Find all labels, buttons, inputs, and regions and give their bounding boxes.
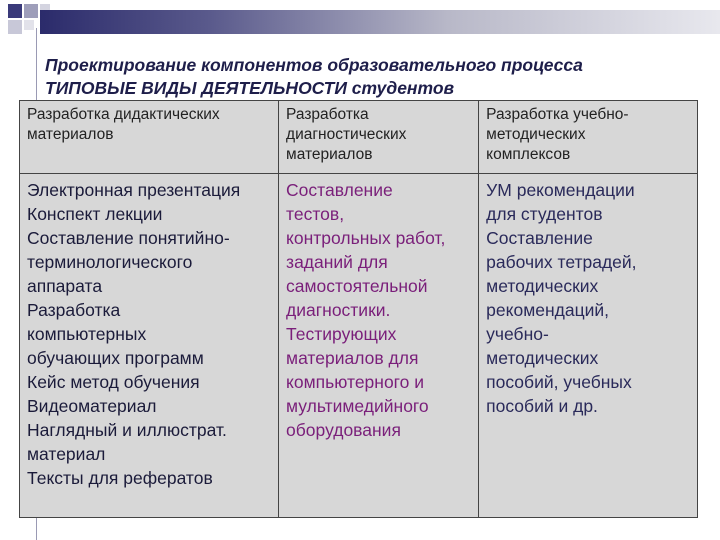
list-item: заданий для: [286, 252, 388, 272]
list-item: учебно-: [486, 324, 549, 344]
list-item: рекомендаций,: [486, 300, 610, 320]
table-header-row: [20, 101, 698, 174]
list-item: Кейс метод обучения: [27, 372, 200, 392]
list-item: Разработка: [27, 300, 121, 320]
list-item: Тестирующих: [286, 324, 397, 344]
header-text: материалов: [286, 146, 373, 163]
list-item: Составление: [486, 228, 593, 248]
header-didactic: [20, 101, 279, 174]
list-item: диагностики.: [286, 300, 391, 320]
list-item: материал: [27, 444, 106, 464]
header-methodical: [479, 101, 698, 174]
list-item: контрольных работ,: [286, 228, 446, 248]
header-diagnostic: [279, 101, 479, 174]
header-text: методических: [486, 126, 586, 143]
list-item: Электронная презентация: [27, 180, 241, 200]
list-item: Составление: [286, 180, 393, 200]
list-item: методических: [486, 348, 599, 368]
list-item: оборудования: [286, 420, 401, 440]
header-text: диагностических: [286, 126, 407, 143]
title-line-1: Проектирование компонентов образовательного процесса: [45, 55, 583, 75]
list-item: пособий и др.: [486, 396, 598, 416]
list-item: Конспект лекции: [27, 204, 163, 224]
header-text: Разработка: [286, 106, 369, 123]
list-item: компьютерного и: [286, 372, 425, 392]
list-item: тестов,: [286, 204, 345, 224]
list-item: рабочих тетрадей,: [486, 252, 637, 272]
header-text: Разработка дидактических: [27, 106, 220, 123]
header-text: Разработка учебно-: [486, 106, 629, 123]
slide-title: [45, 54, 705, 100]
header-text: комплексов: [486, 146, 571, 163]
header-text: материалов: [27, 126, 114, 143]
list-item: для студентов: [486, 204, 603, 224]
title-line-2: ТИПОВЫЕ ВИДЫ ДЕЯТЕЛЬНОСТИ студентов: [45, 78, 455, 98]
methodical-list: [479, 174, 698, 518]
list-item: терминологического: [27, 252, 193, 272]
list-item: Тексты для рефератов: [27, 468, 213, 488]
activity-table: [19, 100, 698, 518]
list-item: материалов для: [286, 348, 419, 368]
list-item: методических: [486, 276, 599, 296]
list-item: обучающих программ: [27, 348, 204, 368]
list-item: самостоятельной: [286, 276, 428, 296]
header-bar: [40, 10, 720, 34]
list-item: мультимедийного: [286, 396, 429, 416]
list-item: пособий, учебных: [486, 372, 632, 392]
list-item: Наглядный и иллюстрат.: [27, 420, 227, 440]
list-item: Составление понятийно-: [27, 228, 230, 248]
diagnostic-list: [279, 174, 479, 518]
list-item: УМ рекомендации: [486, 180, 635, 200]
table-body-row: [20, 174, 698, 518]
list-item: Видеоматериал: [27, 396, 157, 416]
list-item: компьютерных: [27, 324, 147, 344]
didactic-list: [20, 174, 279, 518]
list-item: аппарата: [27, 276, 103, 296]
